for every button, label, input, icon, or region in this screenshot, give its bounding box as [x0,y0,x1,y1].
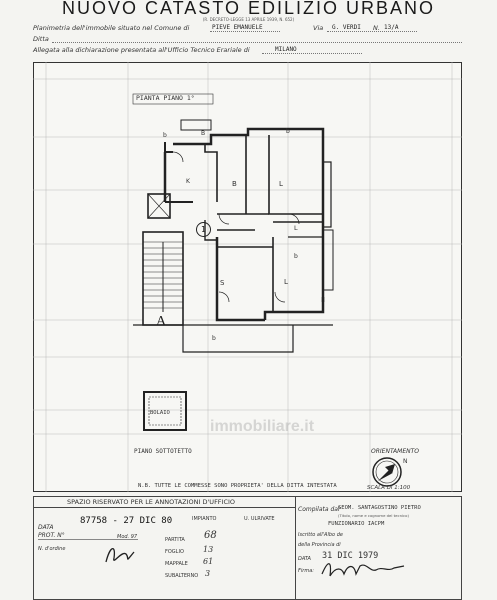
firma-label: Firma: [298,568,314,574]
provincia-label: della Provincia di [298,542,341,548]
ufficio-value: MILANO [275,46,297,53]
room-b-north: B [232,180,237,188]
comune-line [210,31,280,32]
technician-signature [318,558,408,582]
footer-frame [33,496,462,600]
compilata-label: Compilata dal [298,506,340,513]
room-b-south: b [294,253,298,260]
mappale-label: MAPPALE [165,561,188,567]
room-k: K [186,178,190,185]
office-signature [100,540,140,568]
floor-label: PIANTA PIANO 1° [136,94,195,102]
data2-label: DATA [298,556,311,562]
compilata-note: (Titolo, nome e cognome del tecnico) [338,513,409,518]
room-l-south: L [284,278,288,286]
prot-label: PROT. N° [38,532,65,539]
plan-label: Planimetria dell'immobile situato nel Comune di [33,24,190,32]
law-reference: (R. DECRETO-LEGGE 13 APRILE 1939, N. 652) [202,17,295,22]
room-b-east: b [286,128,290,135]
ownership-note: N.B. TUTTE LE COMMESSE SONO PROPRIETA' DELLA DITTA INTESTATA [138,483,337,489]
civic-label: N. [373,24,380,32]
col-impianto: IMPIANTO [192,516,217,522]
iscritto-label: Iscritto all'Albo de [298,532,343,538]
footer-divider [295,496,296,600]
footer-title-divider [33,507,295,508]
stair-label: A [156,314,167,329]
civic-value: 13/A [384,24,399,31]
col-ulteriori: U. ULRIVATE [244,516,275,522]
room-b-top: B [201,130,206,137]
via-value: G. VERDI [332,24,361,31]
partita-label: PARTITA [165,537,185,543]
room-b-landing: b [212,335,216,342]
watermark: immobiliare.it [210,418,315,435]
document-title: NUOVO CATASTO EDILIZIO URBANO [61,0,436,18]
room-l-east: L [294,224,298,232]
partita-value: 68 [204,530,217,541]
funzionario-value: FUNZIONARIO IACPM [328,521,385,527]
ditta-label: Ditta [33,35,49,43]
mappale-value: 61 [203,557,214,566]
cellar-label: BOLAIO [150,410,170,416]
north-label: N [403,458,408,465]
section-marker: 1 [196,222,211,237]
foglio-value: 13 [203,545,214,554]
ditta-line [52,42,462,43]
ufficio-line [262,53,362,54]
mod-label: Mod. 97 [117,534,138,540]
cellar-floor-label: PIANO SOTTOTETTO [134,448,192,455]
ordine-label: N. d'ordine [38,546,66,552]
compilata-value: GEOM. SANTAGOSTINO PIETRO [338,505,421,511]
via-line [327,31,417,32]
room-l-north: L [279,180,283,188]
via-label: Via [313,24,324,32]
room-b-balcony: b [163,132,167,139]
compass-icon [373,458,401,486]
reserved-title: SPAZIO RISERVATO PER LE ANNOTAZIONI D'UFFICIO [67,498,236,506]
subalterno-label: SUBALTERNO [165,573,199,579]
room-s: S [220,279,225,287]
subalterno-value: 3 [205,569,211,578]
data-label: DATA [38,524,54,531]
scale-label: SCALA DI 1:100 [367,485,411,491]
data2-value: 31 DIC 1979 [322,551,379,561]
foglio-label: FOGLIO [165,549,184,555]
prot-value: 87758 - 27 DIC 80 [80,516,173,526]
allegata-label: Allegata alla dichiarazione presentata all'Ufficio Tecnico Erariale di [33,46,250,54]
orientation-label: ORIENTAMENTO [371,448,420,455]
comune-value: PIEVE EMANUELE [212,24,263,31]
